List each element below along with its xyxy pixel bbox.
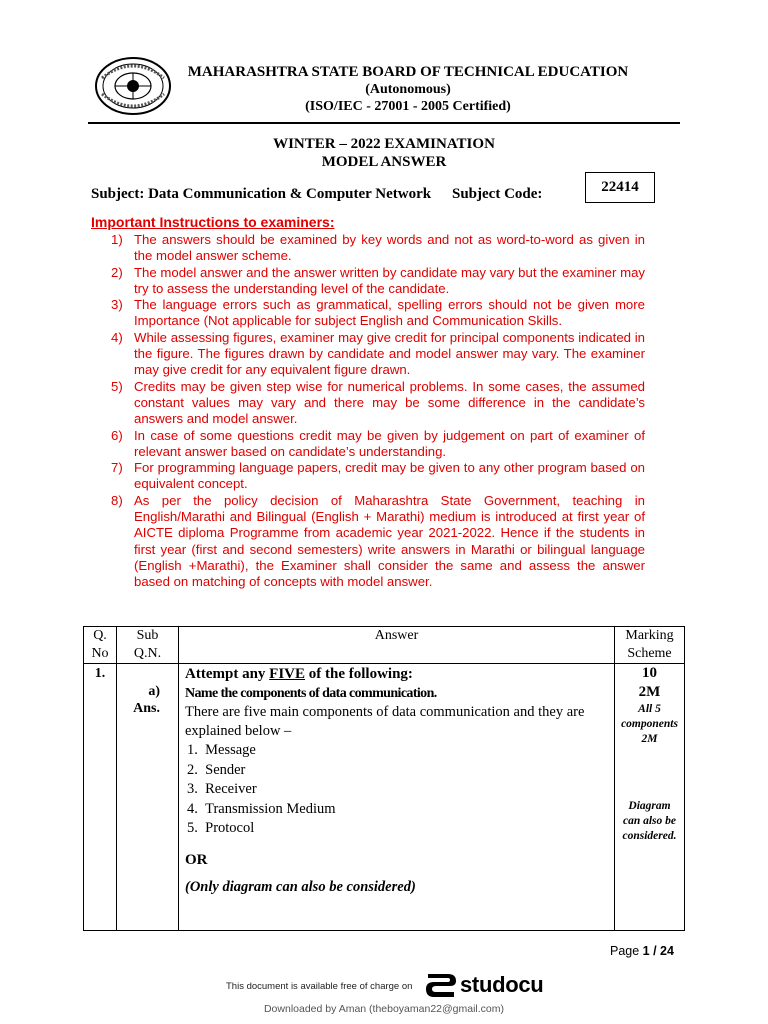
header-sub-line2: Q.N. — [133, 646, 162, 661]
instruction-number: 7) — [111, 460, 123, 476]
instruction-item — [103, 265, 645, 298]
component-number: 5. — [187, 820, 198, 836]
sub-question-label: a) — [148, 684, 160, 699]
marks-total: 10 — [642, 665, 657, 681]
instruction-text: Credits may be given step wise for numerical problems. In some cases, the assumed constant values may vary and there may be some difference in the candidate’s answers and model answer. — [134, 378, 645, 427]
instruction-item — [103, 428, 645, 461]
instruction-number: 8) — [111, 492, 123, 508]
marking-cell — [615, 664, 685, 931]
component-label: Receiver — [205, 781, 257, 797]
autonomous-label: (Autonomous) — [365, 82, 451, 97]
attempt-prefix: Attempt any — [185, 666, 270, 682]
subject-code: 22414 — [601, 179, 639, 195]
header-marking-line1: Marking — [625, 628, 674, 643]
list-item — [187, 780, 608, 800]
table-row — [84, 664, 685, 931]
instruction-item — [103, 297, 645, 330]
component-number: 1. — [187, 742, 198, 758]
marks-sub: 2M — [638, 684, 661, 700]
answer-intro: There are five main components of data communication and they are explained below – — [185, 704, 585, 739]
free-charge-note: This document is available free of charge on — [226, 981, 413, 992]
instruction-number: 3) — [111, 297, 123, 313]
instruction-text: For programming language papers, credit may be given to any other program based on equivalent concept. — [134, 460, 645, 492]
header-sub-qn — [117, 627, 179, 664]
header-sub-line1: Sub — [136, 628, 159, 643]
component-label: Message — [205, 742, 256, 758]
instructions-heading: Important Instructions to examiners: — [91, 214, 335, 230]
table-header-row — [84, 627, 685, 664]
msbte-seal-logo — [94, 56, 172, 116]
instruction-number: 4) — [111, 329, 123, 345]
instruction-text: The model answer and the answer written by candidate may vary but the examiner may try to assess the understanding level of the candidate. — [134, 264, 645, 296]
instruction-number: 6) — [111, 427, 123, 443]
components-list — [185, 741, 608, 839]
instruction-text: While assessing figures, examiner may give credit for principal components indicated in the figure. The figures drawn by candidate and model answer may vary. The examiner may give credit for any equivalent figure drawn. — [134, 329, 645, 378]
question-title: Name the components of data communication. — [185, 686, 437, 701]
downloaded-by-note: Downloaded by Aman (theboyaman22@gmail.com) — [263, 1003, 505, 1015]
instruction-text: In case of some questions credit may be given by judgement on part of examiner of relevant answer based on candidate’s understanding. — [134, 427, 645, 459]
header-marking-line2: Scheme — [627, 646, 672, 661]
diagram-note: (Only diagram can also be considered) — [185, 878, 416, 895]
page-number — [610, 944, 674, 958]
marking-note-components: All 5 components 2M — [621, 703, 678, 745]
board-name: MAHARASHTRA STATE BOARD OF TECHNICAL EDUCATION — [187, 64, 629, 80]
list-item — [187, 741, 608, 761]
subject-code-label: Subject Code: — [452, 186, 543, 202]
list-item — [187, 761, 608, 781]
studocu-logo-icon[interactable] — [424, 970, 460, 1000]
instruction-number: 5) — [111, 378, 123, 394]
instruction-text: As per the policy decision of Maharashtra State Government, teaching in English/Marathi and Bilingual (English + Marathi) medium is introduced at first year of AICTE diploma Programme from academic year 2021-2022. Hence if the students in first year (first and second semesters) write answers in Marathi or bilingual language (English +Marathi), the Examiner shall consider the same and assess the answer based on matching of concepts with model answer. — [134, 492, 645, 590]
model-answer-title: MODEL ANSWER — [321, 154, 447, 170]
page-separator: / — [649, 944, 661, 958]
instruction-item — [103, 232, 645, 265]
header-answer-label: Answer — [374, 628, 419, 643]
component-label: Protocol — [205, 820, 255, 836]
instruction-item — [103, 493, 645, 591]
certification-label: (ISO/IEC - 27001 - 2005 Certified) — [305, 99, 511, 114]
attempt-emphasis: FIVE — [269, 666, 305, 682]
marking-note-diagram: Diagram can also be considered. — [622, 800, 677, 842]
header-marking — [615, 627, 685, 664]
page-current: 1 — [642, 944, 650, 958]
component-label: Transmission Medium — [205, 800, 336, 817]
component-number: 3. — [187, 781, 198, 797]
header-divider — [88, 122, 680, 124]
instruction-text: The language errors such as grammatical, spelling errors should not be given more Importance (Not applicable for subject English and Communication Skills. — [134, 297, 645, 329]
header-q-line1: Q. — [93, 628, 107, 643]
answer-table — [83, 626, 685, 931]
list-item — [187, 819, 608, 839]
exam-title: WINTER – 2022 EXAMINATION — [273, 136, 495, 152]
instructions-list — [103, 232, 645, 591]
question-number: 1. — [84, 664, 117, 931]
instruction-item — [103, 330, 645, 379]
sub-question-cell — [117, 664, 179, 931]
subject-line: Subject: Data Communication & Computer Network — [91, 186, 432, 202]
instruction-item — [103, 460, 645, 493]
instruction-item — [103, 379, 645, 428]
page-total: 24 — [660, 944, 674, 958]
instruction-number: 2) — [111, 264, 123, 280]
studocu-brand[interactable]: studocu — [460, 972, 544, 997]
or-separator: OR — [185, 851, 208, 868]
component-label: Sender — [205, 761, 246, 778]
header-q-line2: No — [91, 646, 109, 661]
answer-cell — [179, 664, 615, 931]
instruction-number: 1) — [111, 232, 123, 247]
attempt-instruction — [185, 665, 608, 684]
list-item — [187, 800, 608, 820]
answer-label: Ans. — [133, 701, 160, 716]
subject-code-box — [585, 172, 655, 203]
header-q-no — [84, 627, 117, 664]
header-answer — [179, 627, 615, 664]
instruction-text: The answers should be examined by key words and not as word-to-word as given in the model answer scheme. — [134, 232, 645, 264]
component-number: 4. — [187, 800, 198, 817]
component-number: 2. — [187, 761, 198, 778]
page-prefix: Page — [610, 944, 643, 958]
attempt-suffix: of the following: — [305, 666, 413, 682]
